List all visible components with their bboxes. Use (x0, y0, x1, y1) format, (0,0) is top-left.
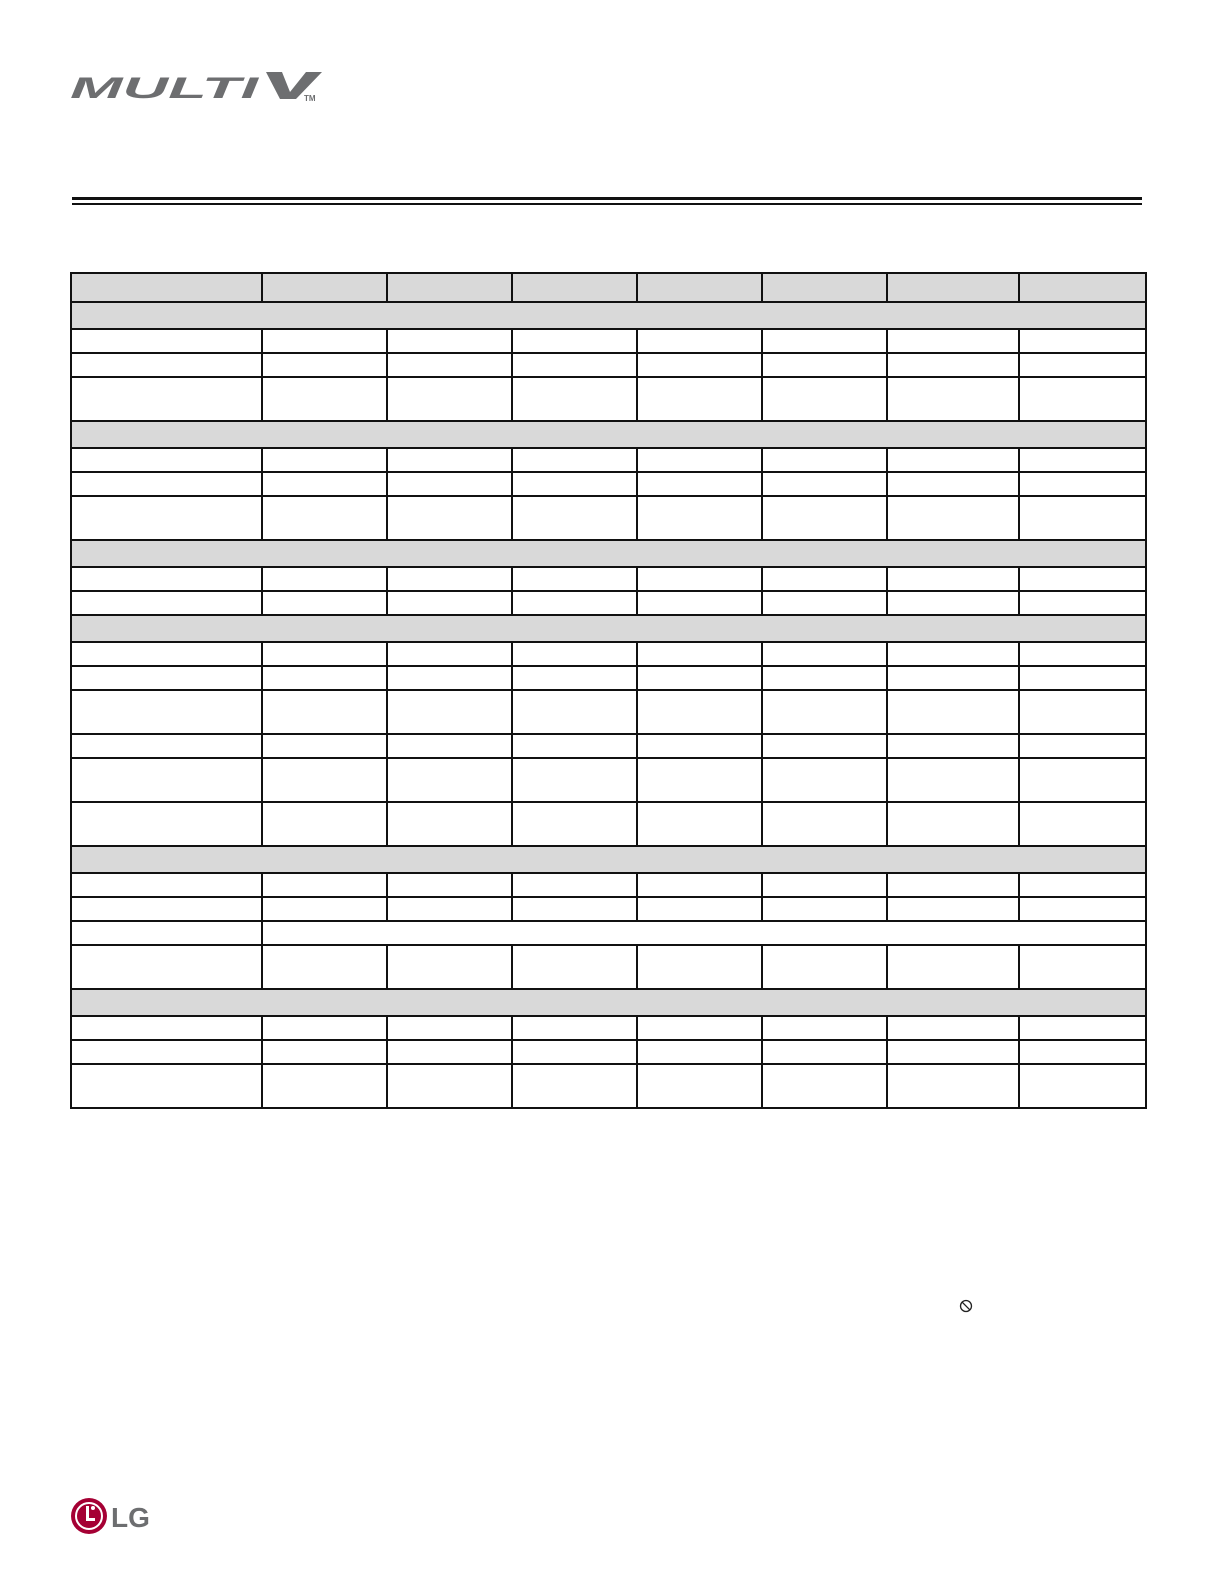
table-cell (1019, 1064, 1146, 1108)
table-cell (387, 591, 512, 615)
table-header-cell (71, 273, 262, 302)
table-cell (512, 873, 637, 897)
table-cell (637, 567, 762, 591)
table-section-row (71, 846, 1146, 873)
table-cell (1019, 377, 1146, 421)
table-cell (71, 496, 262, 540)
table-cell (387, 1016, 512, 1040)
table-cell (387, 758, 512, 802)
table-cell (262, 448, 387, 472)
table-cell (762, 802, 887, 846)
table-row (71, 802, 1146, 846)
table-section-row (71, 989, 1146, 1016)
table-cell (1019, 1016, 1146, 1040)
table-cell (71, 329, 262, 353)
table-cell (762, 567, 887, 591)
table-cell (512, 1016, 637, 1040)
table-cell (762, 666, 887, 690)
table-cell (1019, 591, 1146, 615)
table-cell (71, 690, 262, 734)
table-cell (71, 353, 262, 377)
table-cell (1019, 567, 1146, 591)
table-row (71, 1016, 1146, 1040)
svg-text:MULTI: MULTI (70, 72, 260, 105)
table-cell (762, 945, 887, 989)
table-row (71, 945, 1146, 989)
table-cell (1019, 329, 1146, 353)
table-section-row (71, 615, 1146, 642)
table-cell (1019, 642, 1146, 666)
table-cell (387, 1040, 512, 1064)
table-cell (387, 642, 512, 666)
table-row (71, 642, 1146, 666)
table-cell (1019, 496, 1146, 540)
table-cell (762, 496, 887, 540)
table-section-title (71, 989, 1146, 1016)
table-cell (387, 329, 512, 353)
table-row (71, 921, 1146, 945)
table-cell (637, 1016, 762, 1040)
table-cell (762, 690, 887, 734)
table-row (71, 472, 1146, 496)
table-cell (71, 1016, 262, 1040)
table-cell (71, 472, 262, 496)
table-header-cell (887, 273, 1019, 302)
table-cell (387, 666, 512, 690)
table-cell (1019, 353, 1146, 377)
table-cell (637, 1040, 762, 1064)
table-cell (262, 353, 387, 377)
header-double-rule (72, 197, 1142, 207)
table-cell (262, 496, 387, 540)
table-cell (262, 1040, 387, 1064)
table-cell (887, 802, 1019, 846)
table-row (71, 897, 1146, 921)
table-section-row (71, 421, 1146, 448)
table-cell (71, 873, 262, 897)
table-section-title (71, 421, 1146, 448)
table-row (71, 591, 1146, 615)
table-cell (387, 1064, 512, 1108)
table-cell (637, 329, 762, 353)
table-cell (71, 1040, 262, 1064)
table-cell (637, 897, 762, 921)
table-cell (1019, 448, 1146, 472)
table-cell (887, 472, 1019, 496)
table-cell (71, 897, 262, 921)
table-cell (262, 945, 387, 989)
table-cell (387, 448, 512, 472)
table-cell (262, 873, 387, 897)
table-cell (71, 642, 262, 666)
table-cell (262, 377, 387, 421)
table-header-row (71, 273, 1146, 302)
table-header-cell (637, 273, 762, 302)
table-row (71, 448, 1146, 472)
table-cell (387, 897, 512, 921)
table-cell (762, 642, 887, 666)
table-row (71, 567, 1146, 591)
table-cell (637, 472, 762, 496)
table-cell (512, 377, 637, 421)
table-cell (71, 758, 262, 802)
table-cell (887, 873, 1019, 897)
table-cell (512, 329, 637, 353)
table-cell (262, 734, 387, 758)
table-cell (637, 591, 762, 615)
table-cell (262, 690, 387, 734)
table-section-title (71, 302, 1146, 329)
table-cell (762, 591, 887, 615)
table-cell (387, 734, 512, 758)
table-cell (637, 353, 762, 377)
table-cell (887, 496, 1019, 540)
table-cell (1019, 666, 1146, 690)
table-cell (887, 1064, 1019, 1108)
table-cell (637, 666, 762, 690)
table-cell (71, 567, 262, 591)
table-cell (387, 690, 512, 734)
table-section-title (71, 615, 1146, 642)
table-cell (762, 353, 887, 377)
table-cell (71, 591, 262, 615)
table-cell (512, 567, 637, 591)
table-row (71, 666, 1146, 690)
table-row (71, 353, 1146, 377)
table-cell (512, 642, 637, 666)
table-cell (887, 353, 1019, 377)
table-cell (512, 353, 637, 377)
table-row (71, 734, 1146, 758)
lg-logo-icon (70, 1497, 154, 1535)
table-cell (512, 1064, 637, 1108)
table-cell (1019, 734, 1146, 758)
table-section-row (71, 540, 1146, 567)
table-cell (762, 758, 887, 802)
table-cell (512, 802, 637, 846)
table-cell (762, 329, 887, 353)
table-cell (262, 802, 387, 846)
table-cell (512, 448, 637, 472)
multi-v-logo-icon (70, 68, 322, 106)
table-cell (637, 758, 762, 802)
table-row (71, 758, 1146, 802)
table-cell (887, 1016, 1019, 1040)
table-cell (1019, 690, 1146, 734)
table-cell (512, 690, 637, 734)
svg-text:LG: LG (111, 1502, 150, 1533)
table-cell (887, 567, 1019, 591)
table-cell (262, 591, 387, 615)
table-cell (262, 921, 1146, 945)
table-cell (887, 666, 1019, 690)
table-cell (71, 666, 262, 690)
table-cell (512, 591, 637, 615)
table-row (71, 496, 1146, 540)
table-cell (387, 353, 512, 377)
table-cell (262, 758, 387, 802)
table-cell (1019, 873, 1146, 897)
table-cell (887, 377, 1019, 421)
table-section-title (71, 846, 1146, 873)
table-cell (637, 377, 762, 421)
table-cell (387, 377, 512, 421)
table-cell (1019, 802, 1146, 846)
table-cell (387, 945, 512, 989)
table-cell (887, 591, 1019, 615)
table-cell (637, 448, 762, 472)
svg-text:TM: TM (304, 94, 316, 103)
table-cell (512, 496, 637, 540)
table-cell (637, 734, 762, 758)
table-cell (887, 1040, 1019, 1064)
table-cell (762, 734, 887, 758)
table-cell (387, 496, 512, 540)
table-cell (387, 567, 512, 591)
table-section-row (71, 302, 1146, 329)
table-cell (262, 897, 387, 921)
table-cell (262, 567, 387, 591)
table-cell (262, 472, 387, 496)
table-cell (762, 897, 887, 921)
table-header-cell (762, 273, 887, 302)
table-cell (71, 945, 262, 989)
table-cell (387, 472, 512, 496)
table-cell (637, 945, 762, 989)
table-cell (762, 472, 887, 496)
table-cell (262, 642, 387, 666)
table-cell (512, 666, 637, 690)
table-cell (512, 945, 637, 989)
table-cell (637, 1064, 762, 1108)
table-row (71, 1064, 1146, 1108)
table-cell (637, 690, 762, 734)
table-cell (387, 873, 512, 897)
table-cell (512, 472, 637, 496)
table-row (71, 873, 1146, 897)
table-cell (887, 734, 1019, 758)
table-cell (887, 897, 1019, 921)
table-cell (262, 329, 387, 353)
table-cell (512, 758, 637, 802)
table-cell (637, 873, 762, 897)
table-cell (71, 921, 262, 945)
table-cell (637, 802, 762, 846)
table-cell (887, 945, 1019, 989)
table-cell (512, 1040, 637, 1064)
table-cell (762, 873, 887, 897)
table-cell (71, 802, 262, 846)
table-cell (387, 802, 512, 846)
table-cell (71, 734, 262, 758)
table-cell (887, 329, 1019, 353)
table-header-cell (262, 273, 387, 302)
table-cell (1019, 945, 1146, 989)
table-row (71, 377, 1146, 421)
table-cell (1019, 897, 1146, 921)
table-header-cell (1019, 273, 1146, 302)
table-cell (762, 1016, 887, 1040)
table-header-cell (512, 273, 637, 302)
table-cell (887, 448, 1019, 472)
table-row (71, 1040, 1146, 1064)
table-cell (887, 642, 1019, 666)
table-cell (1019, 1040, 1146, 1064)
table-cell (71, 377, 262, 421)
table-cell (762, 1064, 887, 1108)
table-cell (1019, 758, 1146, 802)
table-cell (71, 448, 262, 472)
table-cell (762, 448, 887, 472)
table-cell (762, 1040, 887, 1064)
table-cell (71, 1064, 262, 1108)
table-cell (262, 1016, 387, 1040)
table-cell (512, 897, 637, 921)
specification-table (70, 272, 1147, 1109)
table-cell (262, 1064, 387, 1108)
prohibition-icon (959, 1299, 973, 1313)
table-header-cell (387, 273, 512, 302)
table-cell (262, 666, 387, 690)
table-cell (637, 642, 762, 666)
table-cell (637, 496, 762, 540)
table-section-title (71, 540, 1146, 567)
table-cell (512, 734, 637, 758)
table-cell (887, 758, 1019, 802)
table-cell (1019, 472, 1146, 496)
table-cell (887, 690, 1019, 734)
table-row (71, 690, 1146, 734)
table-cell (762, 377, 887, 421)
table-row (71, 329, 1146, 353)
